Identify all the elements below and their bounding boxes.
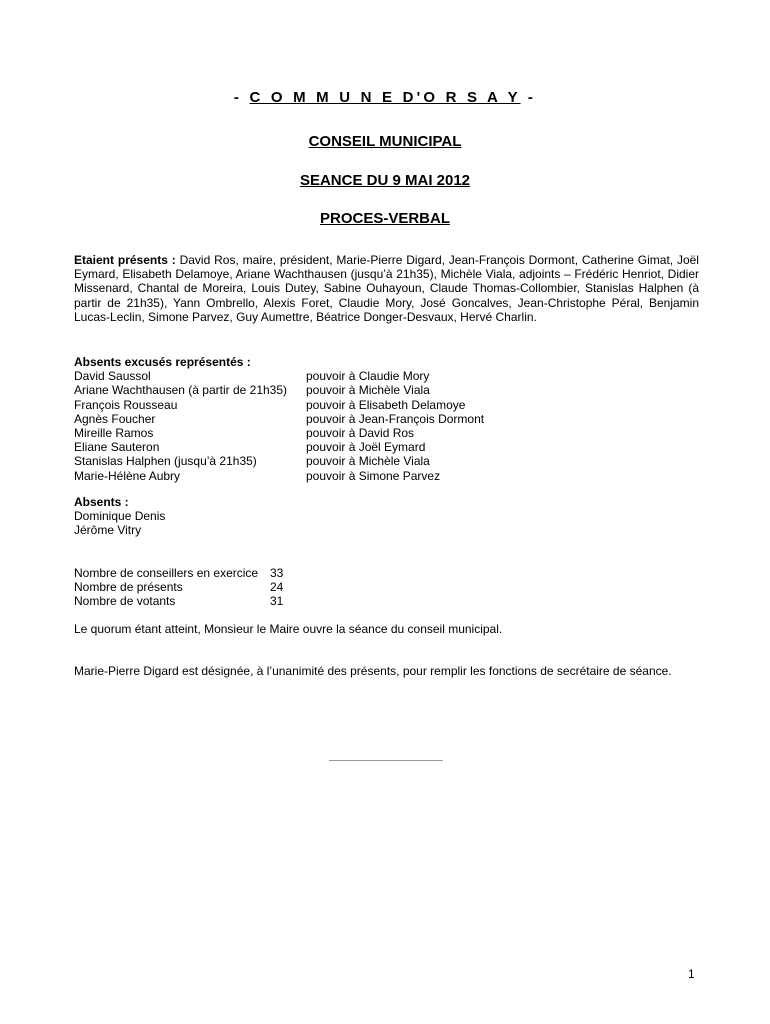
stat-label: Nombre de votants (74, 594, 176, 609)
excuse-proxy: pouvoir à Elisabeth Delamoye (306, 397, 466, 412)
seance-title: SEANCE DU 9 MAI 2012 (299, 172, 471, 189)
excuses-section (74, 355, 699, 483)
excuse-name: Ariane Wachthausen (à partir de 21h35) (74, 383, 288, 398)
absent-name: Dominique Denis (74, 509, 166, 524)
excuse-name: David Saussol (74, 369, 151, 384)
presents-label: Etaient présents : (74, 253, 176, 267)
stat-row (74, 580, 283, 594)
excuse-name: Eliane Sauteron (74, 440, 160, 455)
stat-row (74, 566, 283, 580)
absents-section (74, 495, 165, 538)
excuse-proxy: pouvoir à Claudie Mory (306, 369, 430, 384)
excuse-row (74, 440, 699, 454)
excuse-row (74, 398, 699, 412)
stat-value: 24 (270, 580, 284, 595)
page-number: 1 (688, 967, 695, 981)
presents-text: David Ros, maire, président, Marie-Pierre Digard, Jean-François Dormont, Catherine Gimat, Joël Eymard, Elisabeth Delamoye, Ariane Wachthausen (jusqu’à 21h35), Michèle Viala, adjoints – Frédéric Henriot, Didier Missenard, Chantal de Moreira, Louis Dutey, Sabine Ouhayoun, Claude Thomas-Collombier, Stanislas Halphen (à partir de 21h35), Yann Ombrello, Alexis Foret, Claudie Mory, José Goncalves, Jean-Christophe Péral, Benjamin Lucas-Leclin, Simone Parvez, Guy Aumettre, Béatrice Donger-Desvaux, Hervé Charlin. (74, 253, 699, 324)
excuse-row (74, 469, 699, 483)
commune-prefix: - (233, 89, 250, 106)
excuse-name: Mireille Ramos (74, 426, 154, 441)
stats-section (74, 566, 283, 609)
stat-value: 31 (270, 594, 284, 609)
excuse-name: François Rousseau (74, 397, 178, 412)
excuse-name: Marie-Hélène Aubry (74, 468, 181, 483)
proces-verbal-title: PROCES-VERBAL (319, 210, 450, 227)
excuse-row (74, 454, 699, 468)
absents-heading: Absents : (74, 495, 129, 509)
excuse-name: Stanislas Halphen (jusqu’à 21h35) (74, 454, 257, 469)
stat-value: 33 (270, 566, 284, 580)
absent-name: Jérôme Vitry (74, 523, 142, 538)
excuse-row (74, 383, 699, 397)
commune-name: C O M M U N E D'O R S A Y (249, 89, 521, 106)
quorum-paragraph: Le quorum étant atteint, Monsieur le Maire ouvre la séance du conseil municipal. (74, 622, 503, 636)
excuse-proxy: pouvoir à Simone Parvez (306, 468, 441, 483)
presents-paragraph (74, 253, 699, 324)
excuse-proxy: pouvoir à Jean-François Dormont (306, 411, 485, 426)
excuse-proxy: pouvoir à Michèle Viala (306, 454, 430, 469)
excuse-proxy: pouvoir à Joël Eymard (306, 440, 426, 455)
stat-label: Nombre de conseillers en exercice (74, 566, 259, 580)
separator-line (329, 760, 443, 761)
stat-row (74, 594, 283, 608)
excuse-row (74, 369, 699, 383)
stat-label: Nombre de présents (74, 580, 183, 595)
excuses-heading: Absents excusés représentés : (74, 355, 251, 369)
excuse-proxy: pouvoir à Michèle Viala (306, 383, 430, 398)
commune-title (0, 89, 770, 106)
secretaire-paragraph: Marie-Pierre Digard est désignée, à l’unanimité des présents, pour remplir les fonctions de secrétaire de séance. (74, 664, 672, 678)
excuse-row (74, 426, 699, 440)
excuse-row (74, 412, 699, 426)
commune-suffix: - (520, 89, 537, 106)
conseil-title: CONSEIL MUNICIPAL (308, 133, 462, 150)
excuse-proxy: pouvoir à David Ros (306, 426, 415, 441)
excuse-name: Agnès Foucher (74, 411, 156, 426)
